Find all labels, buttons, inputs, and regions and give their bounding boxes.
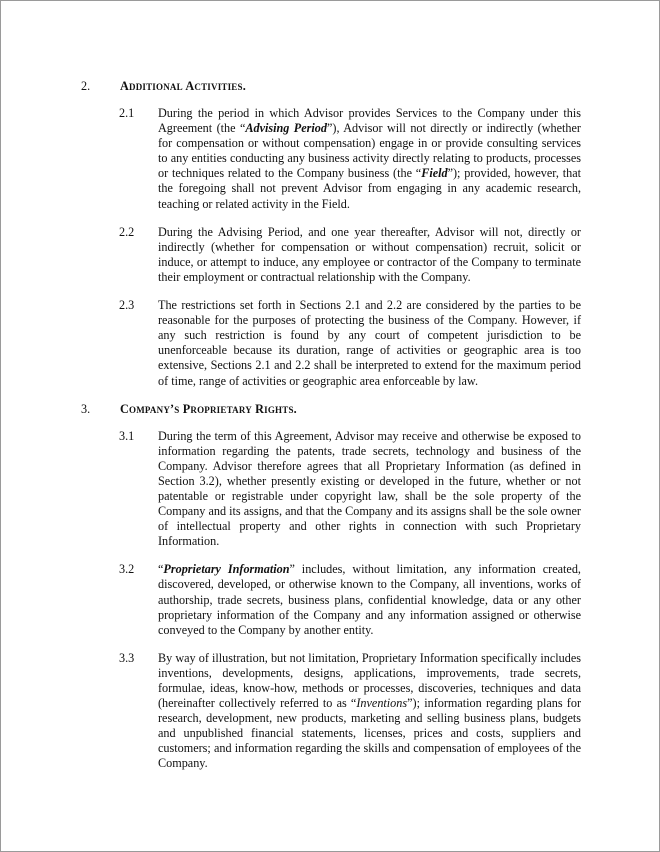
section-number: 3. xyxy=(81,401,91,416)
clause-3-2 xyxy=(1,562,659,637)
section-heading xyxy=(1,402,659,417)
clause-text-part: During the period in which Advisor provides Services to the Company under this Agreement (the “ xyxy=(158,106,581,136)
clause-text xyxy=(158,106,581,212)
section-number: 2. xyxy=(81,79,91,93)
clause-number: 2.3 xyxy=(119,298,135,313)
clause-2-1 xyxy=(1,106,659,212)
clause-text-part: ”); information regarding plans for research, development, new products, marketing and selling business plans, budgets and unpublished financial statements, licenses, prices and costs, suppliers and customers; and information regarding the skills and compensation of employees of the Company. xyxy=(158,696,581,771)
section-title: Additional Activities. xyxy=(120,79,246,93)
defined-term-proprietary-information: Proprietary Information xyxy=(163,562,290,577)
clause-text xyxy=(158,651,581,772)
clause-3-3 xyxy=(1,651,659,772)
clause-text-part: ”); provided, however, that the foregoing shall not prevent Advisor from engaging in any academic research, teaching or related activity in the Field. xyxy=(158,166,581,211)
clause-text-part: “ xyxy=(158,562,164,577)
clause-number: 3.2 xyxy=(119,562,135,577)
clause-2-3 xyxy=(1,298,659,389)
clause-text-part: By way of illustration, but not limitation, Proprietary Information specifically includes inventions, developments, designs, applications, improvements, trade secrets, formulae, ideas, know-how, methods or processes, discoveries, techniques and data (hereinafter collectively referred to as “ xyxy=(158,650,581,711)
section-2 xyxy=(1,79,659,389)
section-heading xyxy=(1,79,659,94)
clause-text: The restrictions set forth in Sections 2.1 and 2.2 are considered by the parties to be reasonable for the purposes of protecting the business of the Company. However, if any such restriction is found by any court of competent jurisdiction to be unenforceable because its duration, range of activities or geographic area is too extensive, Sections 2.1 and 2.2 shall be interpreted to extend for the maximum period of time, range of activities or geographic area enforceable by law. xyxy=(158,298,581,388)
clause-number: 3.3 xyxy=(119,650,135,665)
section-3 xyxy=(1,402,659,772)
clause-number: 3.1 xyxy=(119,428,135,443)
clause-number: 2.2 xyxy=(119,224,135,239)
clause-text-part: ” includes, without limitation, any information created, discovered, developed, or otherwise known to the Company, all inventions, works of authorship, trade secrets, business plans, confidential knowledge, data or any other proprietary information of the Company and any information assigned or otherwise conveyed to the Company by another entity. xyxy=(158,562,581,637)
clause-text-part: ”), Advisor will not directly or indirectly (whether for compensation or without compensation) engage in or provide consulting services to any entities conducting any business activity directly relating to products, processes or techniques related to the Company business (the “ xyxy=(158,121,581,181)
clause-text: During the term of this Agreement, Advisor may receive and otherwise be exposed to information regarding the patents, trade secrets, technology and business of the Company. Advisor therefore agrees that all Proprietary Information (as defined in Section 3.2), whether presently existing or developed in the future, whether or not patentable or registrable under copyright law, shall be the sole property of the Company and its assigns, and that the Company and its assigns shall be the sole owner of intellectual property and other rights in connection with such Proprietary Information. xyxy=(158,428,581,549)
defined-term-advising-period: Advising Period xyxy=(245,121,327,136)
clause-text xyxy=(158,562,581,637)
section-title: Company’s Proprietary Rights. xyxy=(120,401,297,416)
document-body xyxy=(1,79,659,785)
clause-text: During the Advising Period, and one year thereafter, Advisor will not, directly or indirectly (whether for compensation or without compensation) recruit, solicit or induce, or attempt to induce, any employee or contractor of the Company to terminate their employment or contractual relationship with the Company. xyxy=(158,224,581,284)
defined-term-inventions: Inventions xyxy=(356,696,408,711)
defined-term-field: Field xyxy=(421,166,448,181)
clause-number: 2.1 xyxy=(119,106,135,120)
clause-2-2 xyxy=(1,225,659,285)
clause-3-1 xyxy=(1,429,659,550)
